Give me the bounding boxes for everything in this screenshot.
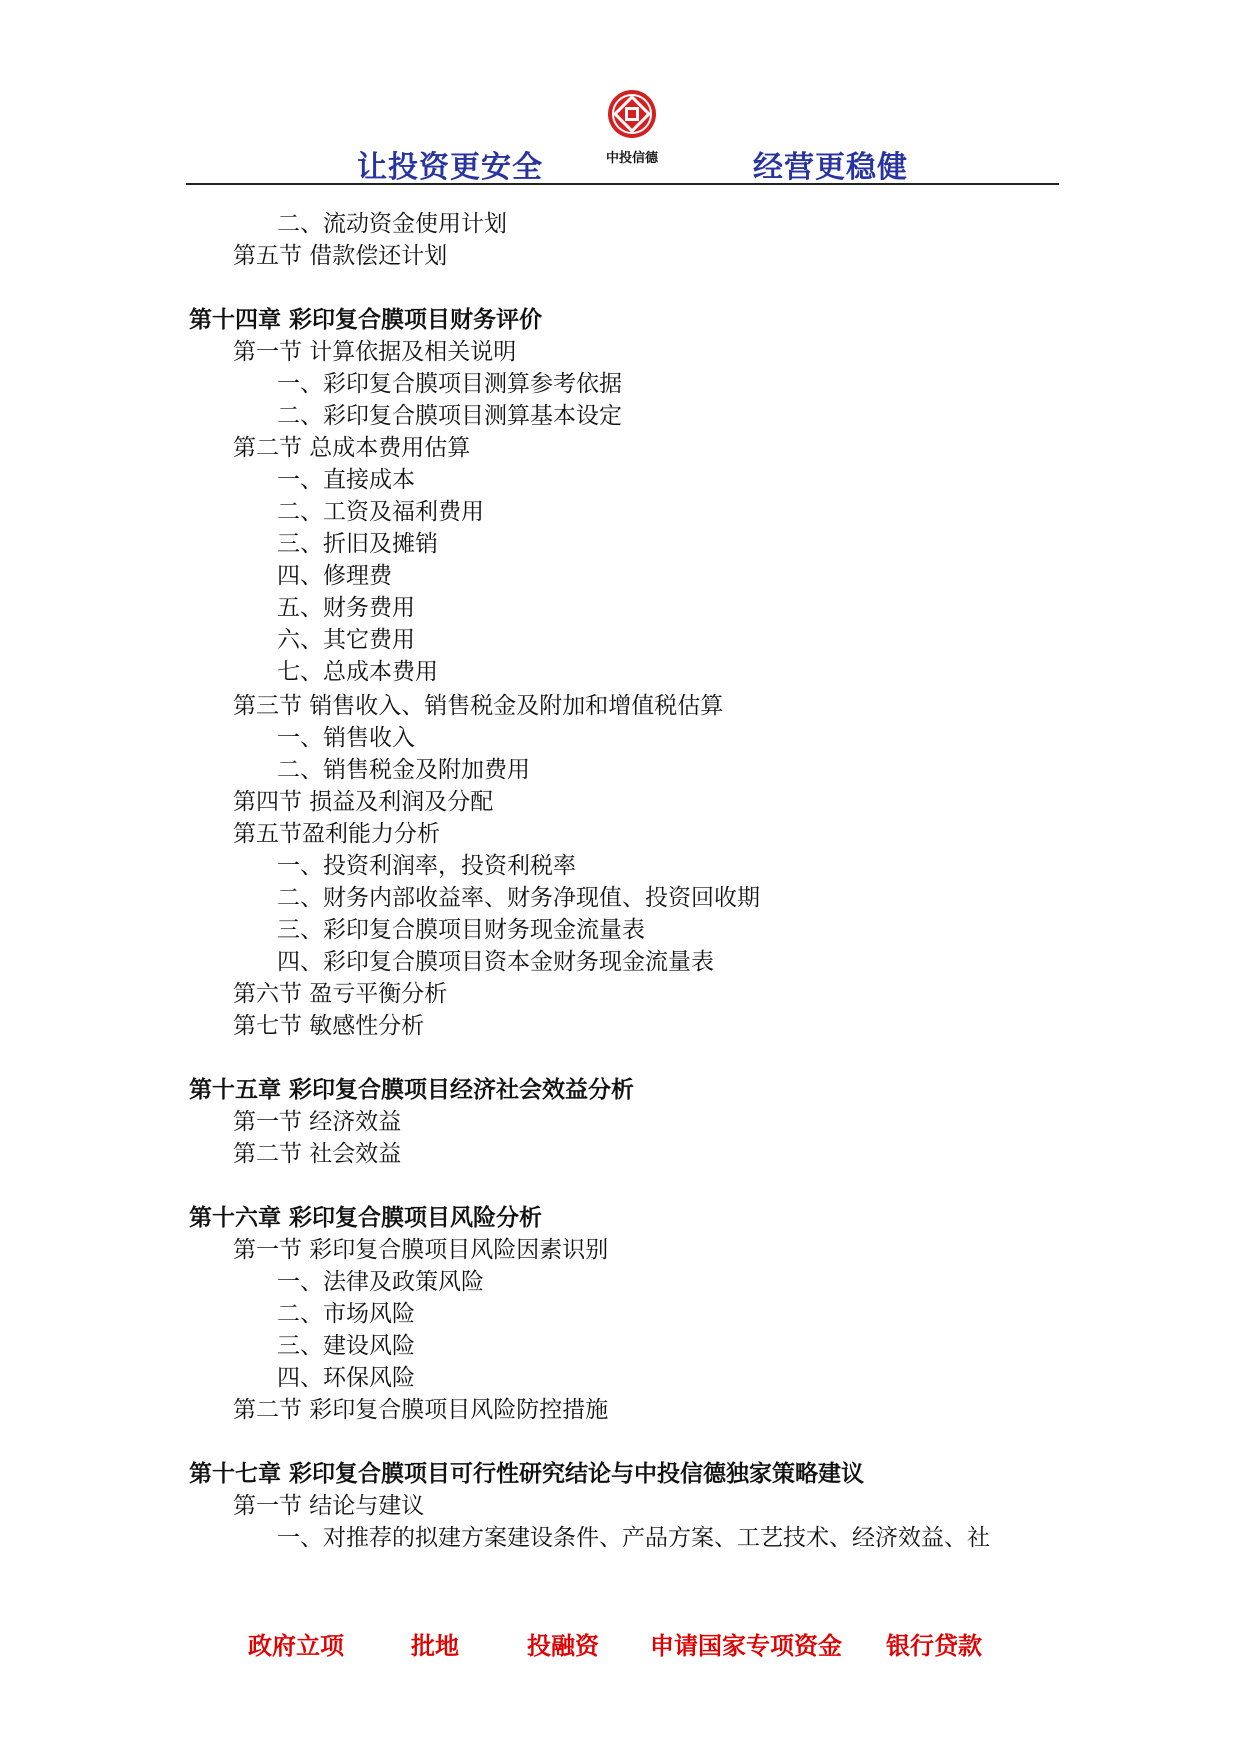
- toc-item: 一、法律及政策风险: [277, 1269, 484, 1295]
- toc-section: 第四节 损益及利润及分配: [233, 789, 494, 815]
- toc-item: 三、彩印复合膜项目财务现金流量表: [277, 917, 645, 943]
- toc-section: 第六节 盈亏平衡分析: [233, 981, 448, 1007]
- toc-chapter: 第十六章 彩印复合膜项目风险分析: [189, 1205, 543, 1231]
- toc-section: 第一节 彩印复合膜项目风险因素识别: [233, 1237, 609, 1263]
- footer-services: [0, 1626, 1241, 1666]
- toc-item: 五、财务费用: [277, 595, 415, 621]
- toc-chapter: 第十四章 彩印复合膜项目财务评价: [189, 307, 543, 333]
- toc-item: 四、彩印复合膜项目资本金财务现金流量表: [277, 949, 714, 975]
- toc-section: 第三节 销售收入、销售税金及附加和增值税估算: [233, 693, 724, 719]
- toc-section: 第五节盈利能力分析: [233, 821, 440, 847]
- toc-item: 一、彩印复合膜项目测算参考依据: [277, 371, 622, 397]
- toc-item: 三、建设风险: [277, 1333, 415, 1359]
- toc-section: 第一节 经济效益: [233, 1109, 402, 1135]
- toc-section: 第一节 结论与建议: [233, 1493, 425, 1519]
- toc-section: 第一节 计算依据及相关说明: [233, 339, 517, 365]
- footer-link-land-approval[interactable]: 批地: [411, 1632, 459, 1660]
- toc-item: 二、财务内部收益率、财务净现值、投资回收期: [277, 885, 760, 911]
- toc-item: 二、销售税金及附加费用: [277, 757, 530, 783]
- toc-item: 三、折旧及摊销: [277, 531, 438, 557]
- footer-link-bank-loans[interactable]: 银行贷款: [886, 1632, 982, 1660]
- toc-item: 四、环保风险: [277, 1365, 415, 1391]
- page-header: [0, 0, 1241, 190]
- toc-section: 第二节 彩印复合膜项目风险防控措施: [233, 1397, 609, 1423]
- toc-item: 二、市场风险: [277, 1301, 415, 1327]
- footer-link-project-approval[interactable]: 政府立项: [248, 1632, 344, 1660]
- toc-item: 二、彩印复合膜项目测算基本设定: [277, 403, 622, 429]
- header-divider: [186, 183, 1059, 185]
- toc-item: 七、总成本费用: [277, 659, 438, 685]
- toc-chapter: 第十五章 彩印复合膜项目经济社会效益分析: [189, 1077, 635, 1103]
- logo-wordmark: 中投信德: [605, 151, 658, 166]
- footer-link-investment-financing[interactable]: 投融资: [527, 1632, 599, 1660]
- footer-link-special-funds[interactable]: 申请国家专项资金: [650, 1632, 842, 1660]
- toc-item: 一、投资利润率，投资利税率: [277, 853, 576, 879]
- toc-section: 第七节 敏感性分析: [233, 1013, 425, 1039]
- toc-item: 二、流动资金使用计划: [277, 211, 507, 237]
- slogan-right: 经营更稳健: [753, 150, 908, 185]
- toc-item: 四、修理费: [277, 563, 392, 589]
- toc-section: 第五节 借款偿还计划: [233, 243, 448, 269]
- toc-section: 第二节 总成本费用估算: [233, 435, 471, 461]
- slogan-left: 让投资更安全: [357, 150, 543, 185]
- toc-item: 二、工资及福利费用: [277, 499, 484, 525]
- toc-chapter: 第十七章 彩印复合膜项目可行性研究结论与中投信德独家策略建议: [189, 1461, 865, 1487]
- toc-section: 第二节 社会效益: [233, 1141, 402, 1167]
- toc-item: 六、其它费用: [277, 627, 415, 653]
- toc-item: 一、销售收入: [277, 725, 415, 751]
- toc-item: 一、直接成本: [277, 467, 415, 493]
- toc-item: 一、对推荐的拟建方案建设条件、产品方案、工艺技术、经济效益、社: [277, 1525, 990, 1551]
